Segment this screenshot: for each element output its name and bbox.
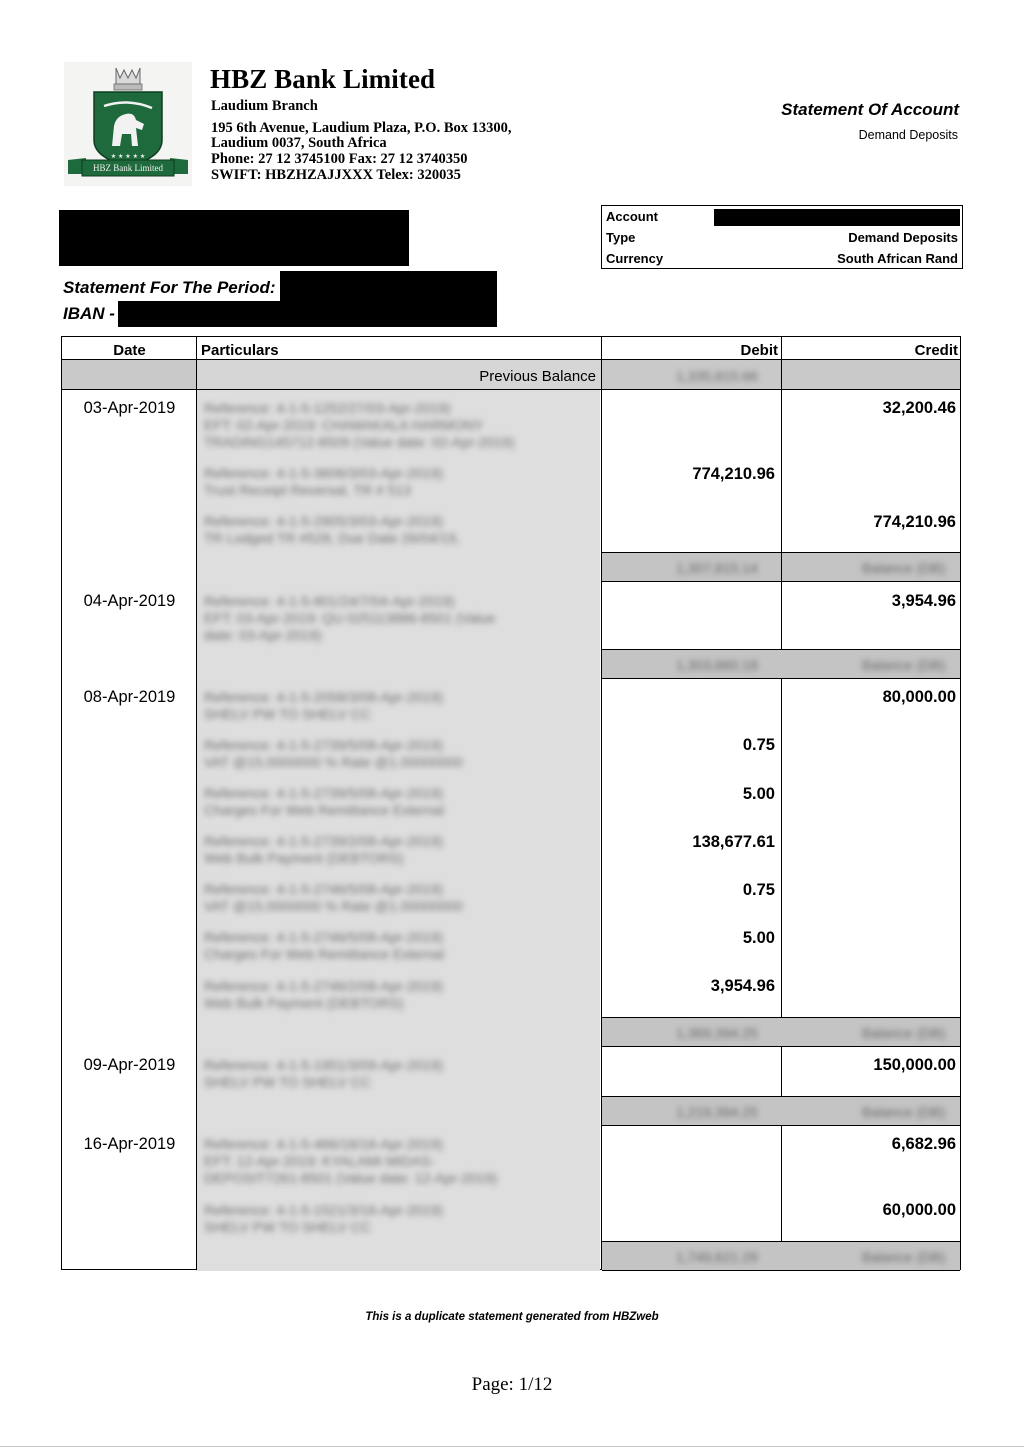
credit-amount: 774,210.96 [873, 513, 956, 531]
credit-amount: 60,000.00 [882, 1201, 956, 1219]
debit-header: Debit [740, 342, 778, 359]
duplicate-statement-note: This is a duplicate statement generated from HBZweb [365, 1311, 659, 1323]
blurred-particulars: Reference: 4-1-5-2905/3/03-Apr-2019) TR Lodged TR #528, Due Date 26/04/19, [204, 513, 460, 546]
blurred-particulars: Reference: 4-1-5-2739/2/08-Apr-2019) Web Bulk Payment (DEBTORS) [204, 833, 443, 866]
svg-text:★ ★ ★ ★ ★: ★ ★ ★ ★ ★ [110, 153, 146, 160]
blurred-particulars: Reference: 4-1-5-2739/5/08-Apr-2019) VAT @15.0000000 % Rate @1.00000000 [204, 737, 463, 770]
period-label: Statement For The Period: [63, 278, 276, 297]
currency-label: Currency [606, 251, 664, 266]
redacted-account-number [714, 209, 960, 226]
redacted-customer-info [59, 210, 409, 266]
date-header: Date [113, 342, 146, 359]
credit-amount: 32,200.46 [882, 399, 956, 417]
blurred-particulars: Reference: 4-1-5-1521/3/16-Apr-2019) SHELV PW TO SHELV CC [204, 1202, 443, 1235]
address-line-1: 195 6th Avenue, Laudium Plaza, P.O. Box 13300, [211, 120, 512, 136]
statement-title: Statement Of Account [781, 100, 959, 119]
statement-subtitle: Demand Deposits [858, 128, 958, 142]
blurred-particulars: Reference: 4-1-5-2746/2/08-Apr-2019) Web Bulk Payment (DEBTORS) [204, 978, 443, 1011]
currency-value: South African Rand [837, 251, 958, 266]
bank-logo [64, 62, 192, 186]
credit-amount: 3,954.96 [891, 592, 956, 610]
blurred-particulars: Reference: 4-1-5-1951/3/09-Apr-2019) SHELV PW TO SHELV CC [204, 1057, 443, 1090]
transaction-date: 03-Apr-2019 [83, 399, 176, 417]
address-line-2: Laudium 0037, South Africa [211, 135, 387, 151]
iban-label: IBAN - [63, 304, 115, 323]
blurred-particulars: Reference: 4-1-5-2739/5/08-Apr-2019) Charges For Web Remittance External [204, 785, 445, 818]
redacted-iban [118, 301, 497, 327]
credit-amount: 80,000.00 [882, 688, 956, 706]
transaction-date: 08-Apr-2019 [83, 688, 176, 706]
transaction-date: 09-Apr-2019 [83, 1056, 176, 1074]
credit-amount: 6,682.96 [891, 1135, 956, 1153]
blurred-previous-balance: 1,335,815.66 [676, 368, 758, 384]
branch-name: Laudium Branch [211, 98, 318, 114]
blurred-particulars: Reference: 4-1-5-466/18/16-Apr-2019) EFT: 12-Apr-2019: KYALAMI MIDAS- DEPOSIT7261-8501 (Value date: 12-Apr-2019) [204, 1136, 498, 1186]
debit-amount: 3,954.96 [710, 977, 775, 995]
particulars-header: Particulars [201, 342, 279, 359]
type-row [602, 227, 962, 247]
debit-amount: 774,210.96 [692, 465, 775, 483]
credit-amount: 150,000.00 [873, 1056, 956, 1074]
transaction-date: 16-Apr-2019 [83, 1135, 176, 1153]
credit-header: Credit [914, 342, 958, 359]
page-divider [0, 1446, 1024, 1447]
logo-ribbon-text: HBZ Bank Limited [93, 163, 163, 173]
blurred-particulars: Reference: 4-1-5-2746/5/08-Apr-2019) VAT @15.0000000 % Rate @1.00000000 [204, 881, 463, 914]
blurred-particulars: Reference: 4-1-5-1252/27/03-Apr-2019) EFT: 02-Apr-2019: CHAMAKALA HARMONY TRADING145712-8509 (Value date: 02-Apr-2019) [204, 400, 515, 450]
transaction-date: 04-Apr-2019 [83, 592, 176, 610]
page-number: Page: 1/12 [471, 1374, 553, 1395]
type-label: Type [606, 230, 636, 245]
previous-balance-label: Previous Balance [479, 368, 596, 385]
account-info-box [601, 205, 963, 269]
bank-name: HBZ Bank Limited [210, 64, 436, 94]
phone-fax: Phone: 27 12 3745100 Fax: 27 12 3740350 [211, 151, 468, 167]
blurred-particulars: Reference: 4-1-5-2746/5/08-Apr-2019) Charges For Web Remittance External [204, 929, 445, 962]
account-label: Account [606, 209, 658, 224]
blurred-particulars: Reference: 4-1-5-2058/3/08-Apr-2019) SHELV PW TO SHELV CC [204, 689, 443, 722]
blurred-particulars: Reference: 4-1-5-3606/3/03-Apr-2019) Trust Receipt Reversal, TR # 513 [204, 465, 443, 498]
currency-row [602, 248, 962, 268]
debit-amount: 5.00 [742, 785, 775, 803]
redacted-period [280, 271, 497, 301]
debit-amount: 0.75 [742, 881, 775, 899]
account-row [602, 206, 962, 226]
debit-amount: 0.75 [742, 736, 775, 754]
swift-telex: SWIFT: HBZHZAJJXXX Telex: 320035 [211, 167, 461, 183]
debit-amount: 5.00 [742, 929, 775, 947]
blurred-particulars: Reference: 4-1-5-801/24/7/04-Apr-2019) EFT: 03-Apr-2019: QU 025113886-8501 (Value date: 03-Apr-2019) [204, 593, 496, 643]
type-value: Demand Deposits [848, 230, 958, 245]
debit-amount: 138,677.61 [692, 833, 775, 851]
